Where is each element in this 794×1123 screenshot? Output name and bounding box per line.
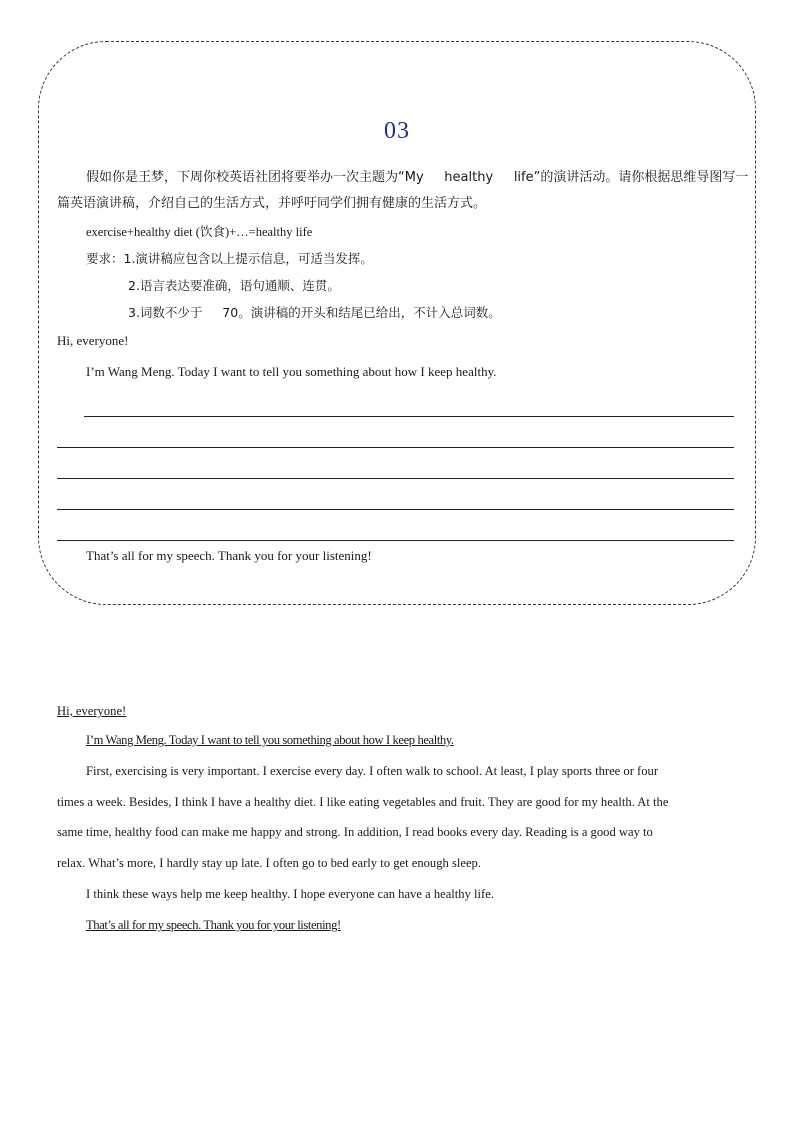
prompt-line-1: 假如你是王梦，下周你校英语社团将要举办一次主题为“My healthy life”的演讲活动。请你根据思维导图写一 — [86, 170, 749, 185]
requirement-3: 3.词数不少于 70。演讲稿的开头和结尾已给出，不计入总词数。 — [128, 305, 501, 320]
speech-greeting: Hi, everyone! — [57, 333, 129, 348]
task-number: 03 — [384, 118, 410, 144]
answer-line — [57, 509, 734, 510]
requirement-2: 2.语言表达要准确，语句通顺、连贯。 — [128, 278, 340, 293]
answer-greeting: Hi, everyone! — [57, 704, 127, 718]
speech-closing: That’s all for my speech. Thank you for your listening! — [86, 548, 372, 563]
speech-intro: I’m Wang Meng. Today I want to tell you something about how I keep healthy. — [86, 364, 497, 379]
answer-body-line: times a week. Besides, I think I have a healthy diet. I like eating vegetables and fruit. They are good for my health. At the — [57, 795, 669, 809]
answer-conclusion: I think these ways help me keep healthy. I hope everyone can have a healthy life. — [86, 887, 494, 901]
answer-line — [57, 540, 734, 541]
answer-line — [57, 478, 734, 479]
answer-line — [57, 447, 734, 448]
answer-body-line: same time, healthy food can make me happy and strong. In addition, I read books every day. Reading is a good way to — [57, 825, 653, 839]
answer-intro: I’m Wang Meng. Today I want to tell you something about how I keep healthy. — [86, 733, 454, 747]
requirement-1: 要求：1.演讲稿应包含以上提示信息，可适当发挥。 — [86, 251, 373, 266]
answer-body-line: relax. What’s more, I hardly stay up late. I often go to bed early to get enough sleep. — [57, 856, 481, 870]
answer-body-line: First, exercising is very important. I exercise every day. I often walk to school. At least, I play sports three or four — [86, 764, 659, 778]
answer-line — [84, 416, 734, 417]
answer-closing: That’s all for my speech. Thank you for your listening! — [86, 918, 341, 932]
prompt-line-2: 篇英语演讲稿，介绍自己的生活方式，并呼吁同学们拥有健康的生活方式。 — [57, 196, 487, 211]
prompt-formula: exercise+healthy diet (饮食)+…=healthy life — [86, 225, 313, 239]
